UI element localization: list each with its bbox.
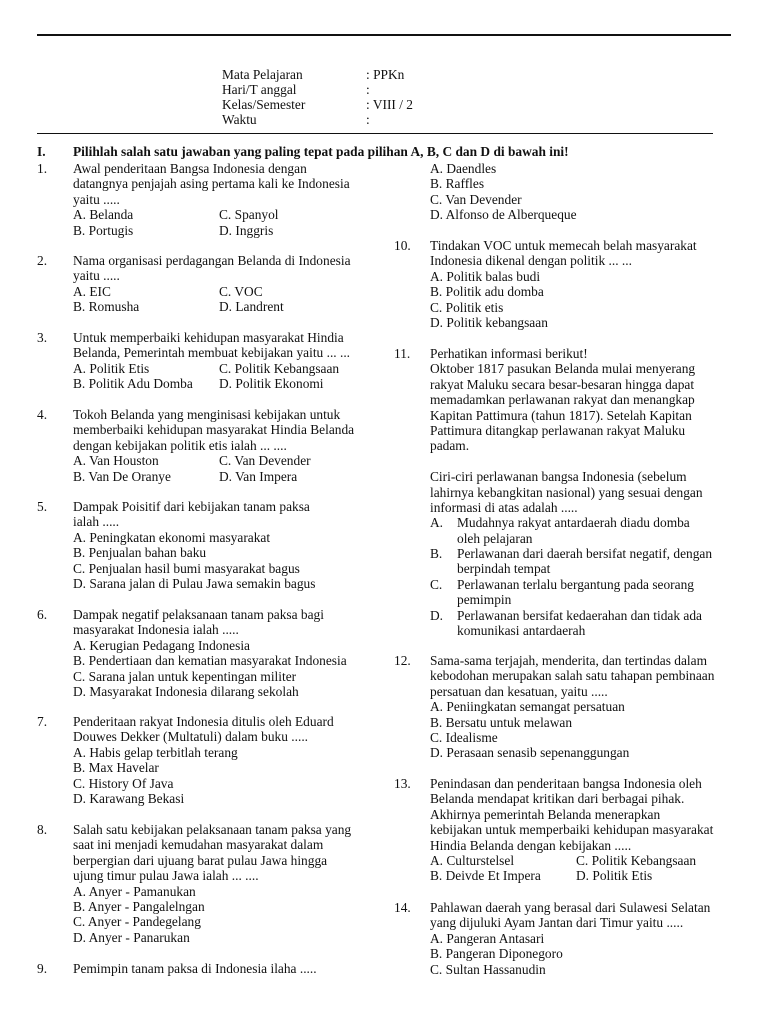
option-b: B. Portugis (73, 222, 134, 238)
question-number: 10. (394, 238, 411, 253)
question-text: lahirnya kebangkitan nasional) yang sesuai dengan (430, 484, 703, 500)
question-text: persatuan dan kesatuan, yaitu ..... (430, 683, 608, 699)
info-text: Kapitan Pattimura (tahun 1817). Setelah Kapitan (430, 407, 692, 423)
question-text: saat ini menjadi kemudahan masyarakat dalam (73, 837, 324, 853)
question-number: 1. (37, 161, 48, 176)
option-c: C. Politik Kebangsaan (576, 852, 697, 868)
question-number: 14. (394, 900, 411, 915)
option-d: D. Anyer - Panarukan (73, 929, 190, 945)
option-c: C. Politik etis (430, 299, 504, 315)
option-b: B. Penjualan bahan baku (73, 545, 207, 561)
option-c: C. Anyer - Pandegelang (73, 914, 201, 930)
option-a: A. Mudahnya rakyat antardaerah diadu domba oleh pelajaran (430, 515, 690, 546)
option-a: A. Peningkatan ekonomi masyarakat (73, 529, 271, 545)
question-text: Nama organisasi perdagangan Belanda di Indonesia (73, 253, 351, 268)
question-text: Hindia Belanda dengan kebijakan ..... (430, 837, 632, 853)
question-text: dengan kebijakan politik etis ialah ... .... (73, 437, 287, 453)
question-text: Perhatikan informasi berikut! (430, 346, 588, 361)
question-number: 4. (37, 407, 48, 422)
option-c: C. VOC (219, 283, 263, 299)
question-text: informasi di atas adalah ..... (430, 499, 578, 515)
option-a: A. Peniingkatan semangat persatuan (430, 699, 625, 715)
option-d: D. Politik kebangsaan (430, 314, 548, 330)
question-text: yang dijuluki Ayam Jantan dari Timur yaitu ..... (430, 915, 684, 931)
option-b: B. Perlawanan dari daerah bersifat negatif, dengan berpindah tempat (430, 546, 713, 577)
question-text: Pahlawan daerah yang berasal dari Sulawesi Selatan (430, 900, 711, 915)
question-text: ialah ..... (73, 514, 120, 530)
header-label-date: Hari/T anggal (222, 82, 297, 97)
question-text: Dampak negatif pelaksanaan tanam paksa bagi (73, 607, 324, 622)
section-instruction: Pilihlah salah satu jawaban yang paling tepat pada pilihan A, B, C dan D di bawah ini! (73, 144, 569, 159)
question-number: 2. (37, 253, 48, 268)
option-d: D. Landrent (219, 299, 284, 315)
question-text: Douwes Dekker (Multatuli) dalam buku ..... (73, 729, 309, 745)
option-c: C. Van Devender (430, 191, 522, 207)
option-a: A. Pangeran Antasari (430, 930, 545, 946)
option-a: A. Belanda (73, 207, 134, 223)
question-text: Ciri-ciri perlawanan bangsa Indonesia (sebelum (430, 469, 687, 485)
question-text: Belanda, Pemerintah membuat kebijakan yaitu ... ... (73, 345, 351, 361)
info-text: memadamkan perlawanan rakyat dan menangkap (430, 392, 695, 408)
option-b: B. Anyer - Pangalelngan (73, 898, 205, 914)
header-rule (37, 133, 713, 134)
question-number: 7. (37, 714, 48, 729)
question-text: Indonesia dikenal dengan politik ... ... (430, 253, 632, 269)
option-d: D. Sarana jalan di Pulau Jawa semakin bagus (73, 575, 316, 591)
option-c: C. Politik Kebangsaan (219, 360, 340, 376)
header-label-time: Waktu (222, 112, 257, 127)
top-rule (37, 34, 731, 36)
option-d: D. Karawang Bekasi (73, 790, 185, 806)
info-text: rakyat Maluku secara besar-besaran hingga dapat (430, 376, 695, 392)
question-text: Penindasan dan penderitaan bangsa Indonesia oleh (430, 776, 702, 791)
question-text: berpergian dari ujuang barat pulau Jawa hingga (73, 852, 328, 868)
option-b: B. Pendertiaan dan kematian masyarakat Indonesia (73, 653, 347, 669)
question-text: datangnya penjajah asing pertama kali ke Indonesia (73, 176, 350, 192)
question-number: 6. (37, 607, 48, 622)
question-number: 13. (394, 776, 411, 791)
question-number: 5. (37, 499, 48, 514)
option-c: C. Idealisme (430, 729, 498, 745)
option-b: B. Van De Oranye (73, 468, 171, 484)
question-text: yaitu ..... (73, 268, 120, 284)
section-number: I. (37, 144, 46, 159)
option-b: B. Deivde Et Impera (430, 868, 541, 884)
option-d: D. Inggris (219, 222, 274, 238)
spacer-line (430, 454, 712, 469)
question-text: Penderitaan rakyat Indonesia ditulis oleh Eduard (73, 714, 334, 729)
question-text: kebijakan untuk memperbaiki kehidupan masyarakat (430, 822, 714, 838)
header-label-class: Kelas/Semester (222, 97, 306, 112)
option-a: A. Politik balas budi (430, 268, 541, 284)
option-a: A. Politik Etis (73, 360, 150, 376)
option-d: D. Alfonso de Alberqueque (430, 207, 577, 223)
header-label-subject: Mata Pelajaran (222, 67, 303, 82)
info-text: Oktober 1817 pasukan Belanda mulai menyerang (430, 361, 696, 377)
option-b: B. Politik Adu Domba (73, 376, 193, 392)
option-d: D. Perasaan senasib sepenanggungan (430, 745, 630, 761)
option-d: D. Masyarakat Indonesia dilarang sekolah (73, 683, 299, 699)
question-9-options (430, 161, 577, 223)
question-text: masyarakat Indonesia ialah ..... (73, 622, 239, 638)
option-a: A. EIC (73, 283, 111, 299)
header-value-class: : VIII / 2 (366, 97, 413, 112)
option-b: B. Politik adu domba (430, 284, 544, 300)
question-text: Awal penderitaan Bangsa Indonesia dengan (73, 161, 307, 176)
header-value-time: : (366, 112, 370, 127)
question-text: Akhirnya pemerintah Belanda menerapkan (430, 806, 661, 822)
question-number: 9. (37, 961, 48, 976)
option-d: D. Politik Etis (576, 868, 653, 884)
option-a: A. Van Houston (73, 453, 159, 469)
question-text: Pemimpin tanam paksa di Indonesia ilaha ..... (73, 961, 317, 976)
option-a: A. Kerugian Pedagang Indonesia (73, 637, 251, 653)
question-text: Tokoh Belanda yang menginisasi kebijakan untuk (73, 407, 341, 422)
option-c: C. Perlawanan terlalu bergantung pada seorang pemimpin (430, 576, 694, 608)
option-a: A. Culturstelsel (430, 852, 515, 868)
info-text: padam. (430, 438, 470, 454)
question-text: Belanda mendapat kritikan dari berbagai pihak. (430, 791, 685, 807)
question-text: ujung timur pulau Jawa ialah ... .... (73, 868, 259, 884)
question-text: memberbaiki kehidupan masyarakat Hindia Belanda (73, 422, 355, 438)
question-number: 11. (394, 346, 411, 361)
option-b: B. Pangeran Diponegoro (430, 946, 563, 962)
option-a: A. Anyer - Pamanukan (73, 883, 196, 899)
option-c: C. Spanyol (219, 207, 279, 223)
option-b: B. Max Havelar (73, 760, 159, 776)
header-value-date: : (366, 82, 370, 97)
option-b: B. Raffles (430, 176, 485, 192)
option-c: C. Penjualan hasil bumi masyarakat bagus (73, 560, 300, 576)
option-a: A. Habis gelap terbitlah terang (73, 744, 238, 760)
info-text: Pattimura ditangkap perlawanan rakyat Maluku (430, 422, 686, 438)
option-d: D. Politik Ekonomi (219, 376, 324, 392)
option-d: D. Van Impera (219, 468, 298, 484)
question-number: 8. (37, 822, 48, 837)
question-text: kebodohan merupakan salah satu tahapan pembinaan (430, 668, 715, 684)
question-text: Dampak Poisitif dari kebijakan tanam paksa (73, 499, 310, 514)
option-c: C. Van Devender (219, 453, 311, 469)
question-text: Tindakan VOC untuk memecah belah masyarakat (430, 238, 697, 253)
question-text: yaitu ..... (73, 191, 120, 207)
option-b: B. Bersatu untuk melawan (430, 714, 573, 730)
option-b: B. Romusha (73, 299, 140, 315)
question-text: Salah satu kebijakan pelaksanaan tanam paksa yang (73, 822, 352, 837)
option-a: A. Daendles (430, 161, 497, 176)
option-c: C. Sultan Hassanudin (430, 961, 546, 977)
question-number: 12. (394, 653, 411, 668)
option-c: C. History Of Java (73, 775, 174, 791)
header-value-subject: : PPKn (366, 67, 405, 82)
option-c: C. Sarana jalan untuk kepentingan militer (73, 668, 297, 684)
question-text: Untuk memperbaiki kehidupan masyarakat Hindia (73, 330, 344, 345)
option-d: D. Perlawanan bersifat kedaerahan dan tidak ada komunikasi antardaerah (430, 607, 703, 639)
question-text: Sama-sama terjajah, menderita, dan tertindas dalam (430, 653, 707, 668)
question-number: 3. (37, 330, 48, 345)
